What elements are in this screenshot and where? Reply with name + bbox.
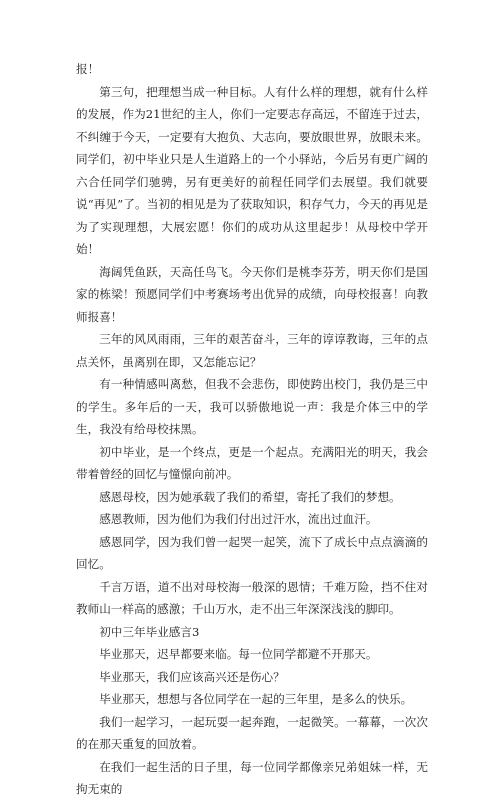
section-heading: 初中三年毕业感言3 [99, 624, 200, 639]
paragraph-13: 毕业那天，我们应该高兴还是伤心？ [99, 669, 285, 684]
paragraph-6: 初中毕业，是一个终点，更是一个起点。充满阳光的明天，我会带着曾经的回忆与憧憬向前冲。 [76, 444, 428, 481]
paragraph-7: 感恩母校，因为她承载了我们的希望，寄托了我们的梦想。 [99, 489, 401, 504]
paragraph-16: 在我们一起生活的日子里，每一位同学都像亲兄弟姐妹一样，无拘无束的 [76, 759, 428, 796]
paragraph-2: 第三句，把理想当成一种目标。人有什么样的理想，就有什么样的发展，作为21世纪的主人，你们一定要志存高远，不留连于过去，不纠缠于今天，一定要有大抱负、大志向，要放眼世界，放眼未来。同学们，初中毕业只是人生道路上的一个小驿站，今后另有更广阔的六合任同学们驰骋，另有更美好的前程任同学们去展望。我们就要说“再见”了。当初的相见是为了获取知识，积存气力，今天的再见是为了实现理想，大展宏愿！你们的成功从这里起步！从母校中学开始！ [76, 84, 428, 256]
paragraph-3: 海阔凭鱼跃，天高任鸟飞。今天你们是桃李芬芳，明天你们是国家的栋梁！预愿同学们中考赛场考出优异的成绩，向母校报喜！向教师报喜！ [76, 264, 428, 324]
document-body [76, 58, 428, 801]
paragraph-8: 感恩教师，因为他们为我们付出过汗水，流出过血汗。 [99, 512, 378, 526]
paragraph-10: 千言万语，道不出对母校海一般深的恩情；千难万险，挡不住对教师山一样高的感激；千山万水，走不出三年深深浅浅的脚印。 [76, 579, 428, 616]
paragraph-4: 三年的风风雨雨，三年的艰苦奋斗，三年的谆谆教诲，三年的点点关怀，虽离别在即，又怎能忘记？ [76, 332, 428, 369]
paragraph-12: 毕业那天，迟早都要来临。每一位同学都避不开那天。 [99, 647, 378, 661]
paragraph-1: 报！ [76, 62, 100, 76]
paragraph-9: 感恩同学，因为我们曾一起哭一起笑，流下了成长中点点滴滴的回忆。 [76, 534, 428, 571]
paragraph-14: 毕业那天，想想与各位同学在一起的三年里，是多么的快乐。 [99, 692, 413, 706]
paragraph-5: 有一种情感叫离愁，但我不会悲伤，即使跨出校门，我仍是三中的学生。多年后的一天，我可以骄傲地说一声：我是介体三中的学生，我没有给母校抹黑。 [76, 377, 428, 436]
paragraph-15: 我们一起学习，一起玩耍一起奔跑，一起微笑。一幕幕，一次次的在那天重复的回放着。 [76, 714, 428, 751]
